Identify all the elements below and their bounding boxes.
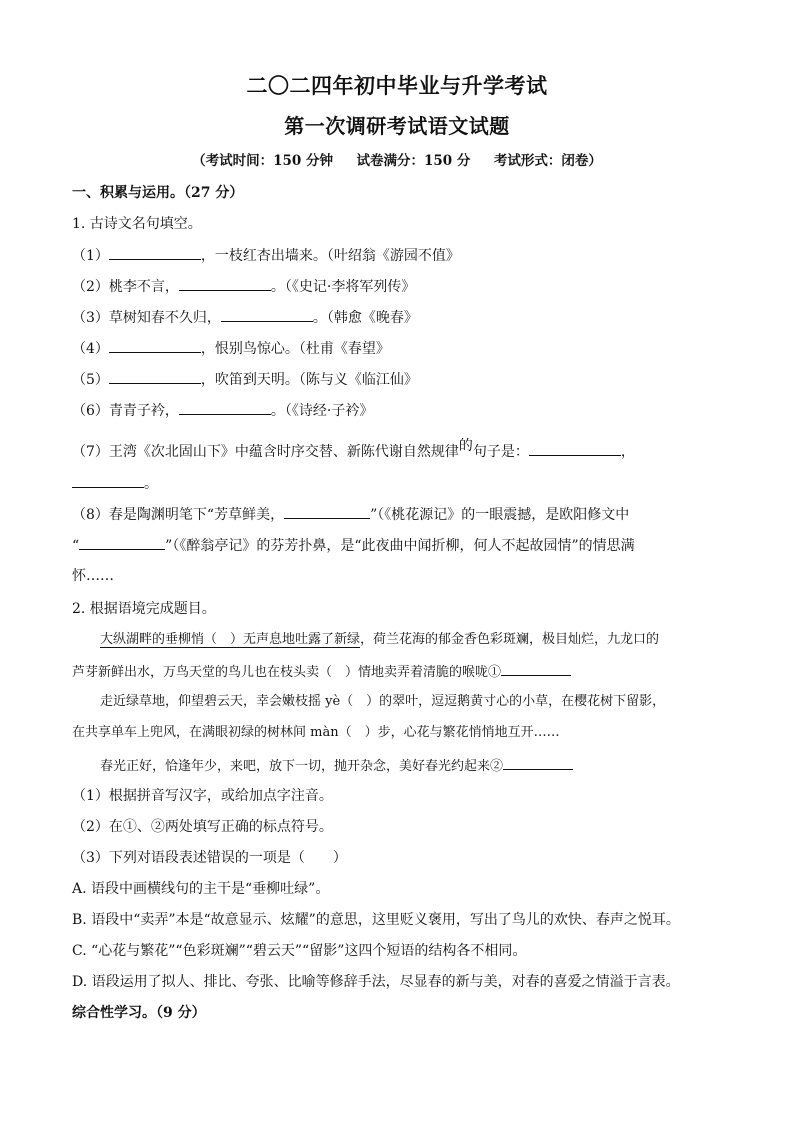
subquestion-3: （3）下列对语段表述错误的一项是（ ） (72, 850, 347, 866)
answer-blank[interactable] (221, 308, 313, 322)
item-number: （4） (72, 341, 109, 357)
item-text: 桃李不言， (108, 279, 179, 295)
punctuation-blank-2[interactable] (503, 756, 573, 770)
subquestion-2: （2）在①、②两处填写正确的标点符号。 (72, 819, 333, 835)
q1-item-3 (72, 308, 418, 327)
passage-text: 芦芽新鲜出水，万鸟天堂的鸟儿也在枝头卖（ ）情地卖弄着清脆的喉咙① (72, 665, 502, 680)
item-separator: ， (620, 444, 635, 460)
answer-blank[interactable] (179, 401, 271, 415)
passage-text: ，荷兰花海的郁金香色彩斑斓，极目灿烂，九龙口的 (360, 632, 660, 647)
item-text: 。（《诗经·子衿》 (270, 403, 374, 419)
option-b[interactable]: B. 语段中“卖弄”本是“故意显示、炫耀”的意思，这里贬义褒用，写出了鸟儿的欢快、春声之悦耳。 (72, 912, 680, 928)
item-text: 。（韩愈《晚春》 (312, 310, 418, 326)
exam-subtitle: 第一次调研考试语文试题 (284, 114, 510, 138)
question-2-stem: 2. 根据语境完成题目。 (72, 601, 216, 617)
option-c[interactable]: C. “心花与繁花”“色彩斑斓”“碧云天”“留影”这四个短语的结构各不相同。 (72, 943, 527, 959)
passage-line: 在共享单车上兜风，在满眼初绿的树林间 màn（ ）步，心花与繁花悄悄地互开…… (72, 725, 560, 740)
item-text: 句子是： (472, 444, 529, 460)
q1-item-8-cont (72, 536, 635, 555)
answer-blank[interactable] (109, 339, 201, 353)
answer-blank[interactable] (179, 277, 271, 291)
passage-text: 春光正好，恰逢年少，来吧，放下一切，抛开杂念，美好春光约起来② (100, 759, 504, 774)
item-text: 草树知春不久归， (108, 310, 221, 326)
q1-item-6 (72, 401, 373, 420)
underlined-sentence: 大纵湖畔的垂柳悄（ ）无声息地吐露了新绿 (100, 632, 361, 647)
item-text: （7）王湾《次北固山下》中蕴含时序交替、新陈代谢自然规律 (72, 444, 459, 460)
answer-blank[interactable] (109, 370, 201, 384)
item-text: ，一枝红杏出墙来。（叶绍翁《游园不值》 (200, 248, 460, 264)
item-text: “ (72, 538, 80, 554)
answer-blank[interactable] (72, 474, 144, 488)
exam-title: 二〇二四年初中毕业与升学考试 (246, 73, 548, 98)
item-number: （2） (72, 279, 109, 295)
answer-blank[interactable] (109, 246, 201, 260)
q1-item-1 (72, 246, 460, 265)
q1-item-7 (72, 438, 635, 461)
item-end: 。 (144, 476, 158, 492)
option-a[interactable]: A. 语段中画横线句的主干是“垂柳吐绿”。 (72, 881, 330, 897)
exam-info: （考试时间：150 分钟 试卷满分：150 分 考试形式：闭卷） (192, 153, 602, 169)
q1-item-5 (72, 370, 418, 389)
item-number: （3） (72, 310, 109, 326)
item-text: 青青子衿， (108, 403, 179, 419)
passage-line (100, 631, 659, 649)
passage-line (72, 662, 571, 682)
passage-line (100, 756, 573, 776)
item-text: 。（《史记·李将军列传》 (270, 279, 416, 295)
q1-item-8-end: 怀…… (72, 568, 114, 584)
item-text: （8）春是陶渊明笔下“芳草鲜美， (72, 507, 285, 523)
answer-blank[interactable] (284, 505, 370, 519)
item-text: ”（《醉翁亭记》的芬芳扑鼻，是“此夜曲中闻折柳，何人不起故园情”的情思满 (165, 538, 635, 554)
item-number: （1） (72, 248, 109, 264)
item-text: ”（《桃花源记》的一眼震撼，是欧阳修文中 (370, 507, 630, 523)
answer-blank[interactable] (79, 536, 165, 550)
section-heading: 一、积累与运用。（27 分） (72, 185, 244, 201)
item-number: （5） (72, 372, 109, 388)
item-text-raised: 的 (458, 438, 473, 454)
q1-item-7-cont (72, 474, 158, 493)
item-number: （6） (72, 403, 109, 419)
question-1-stem: 1. 古诗文名句填空。 (72, 216, 202, 232)
subquestion-1: （1）根据拼音写汉字，或给加点字注音。 (72, 788, 333, 804)
passage-line: 走近绿草地，仰望碧云天，幸会嫩枝摇 yè（ ）的翠叶，逗逗鹅黄寸心的小草，在樱花树下留影， (100, 694, 666, 709)
q1-item-2 (72, 277, 415, 296)
punctuation-blank-1[interactable] (501, 662, 571, 676)
q1-item-8 (72, 505, 629, 524)
option-d[interactable]: D. 语段运用了拟人、排比、夸张、比喻等修辞手法，尽显春的新与美，对春的喜爱之情溢于言表。 (72, 974, 680, 990)
answer-blank[interactable] (529, 442, 621, 456)
q1-item-4 (72, 339, 390, 358)
item-text: ，恨别鸟惊心。（杜甫《春望》 (200, 341, 390, 357)
item-text: ，吹笛到天明。（陈与义《临江仙》 (200, 372, 418, 388)
section-heading-comprehensive: 综合性学习。（9 分） (72, 1005, 206, 1021)
